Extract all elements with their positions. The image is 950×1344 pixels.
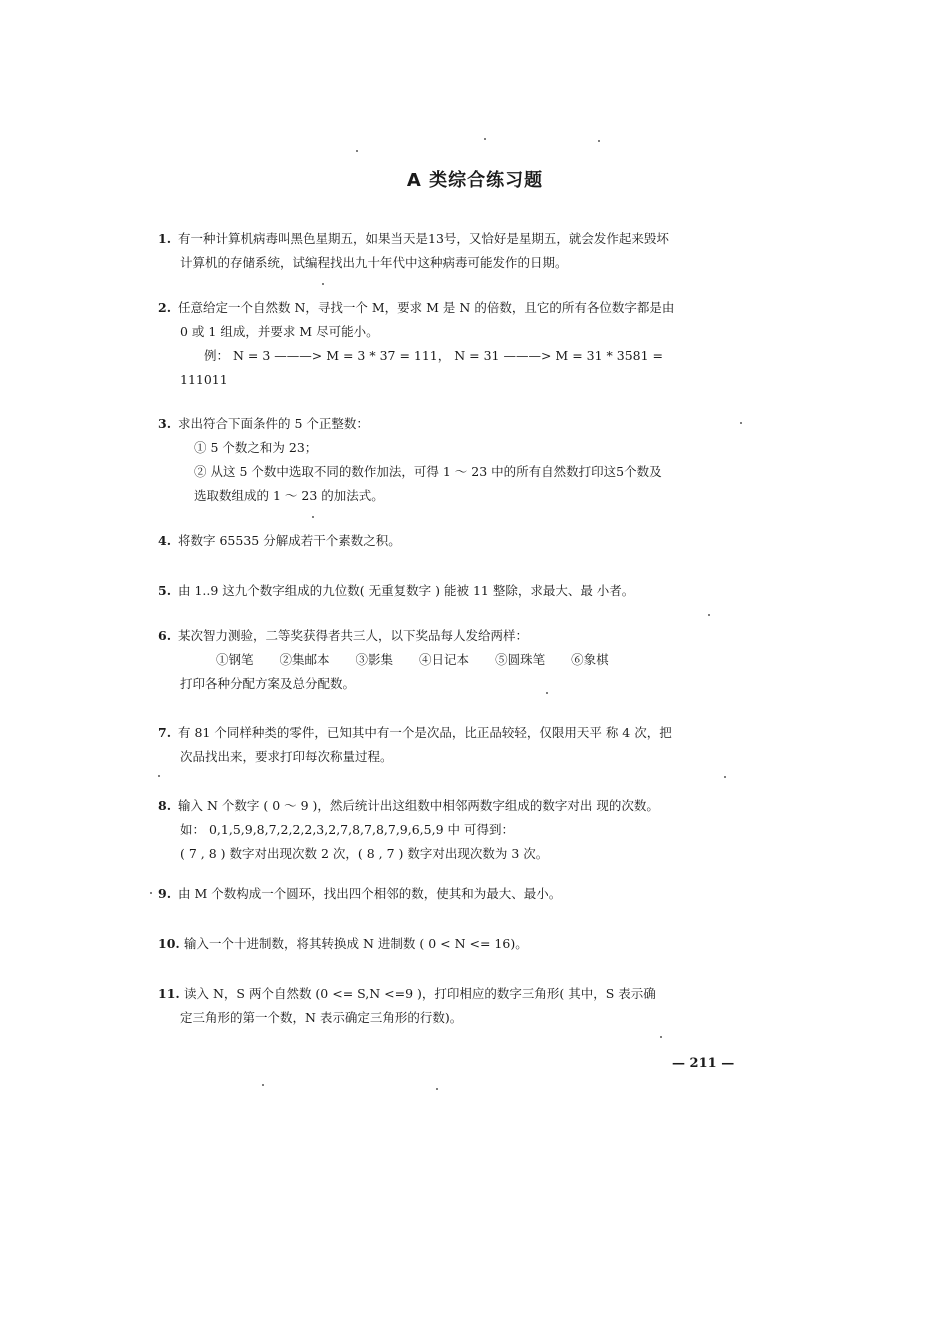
problem-text: 计算机的存储系统，试编程找出九十年代中这种病毒可能发作的日期。 xyxy=(180,255,568,270)
prize-item: ⑤圆珠笔 xyxy=(495,652,546,667)
prize-item: ④日记本 xyxy=(419,652,470,667)
prize-item: ①钢笔 xyxy=(216,652,254,667)
problem-1 xyxy=(158,227,768,275)
problem-example: 如： 0,1,5,9,8,7,2,2,2,3,2,7,8,7,8,7,9,6,5,9 中 可得到： xyxy=(180,822,514,837)
scan-speck xyxy=(708,614,710,616)
problem-text: 读入 N，S 两个自然数 (0 <= S,N <=9 )，打印相应的数字三角形( 其中，S 表示确 xyxy=(184,986,656,1001)
problem-text: 求出符合下面条件的 5 个正整数： xyxy=(178,416,369,431)
problem-7 xyxy=(158,721,768,769)
problem-11 xyxy=(158,982,768,1030)
scan-speck xyxy=(158,775,160,777)
problem-text: 0 或 1 组成，并要求 M 尽可能小。 xyxy=(180,324,379,339)
problem-3 xyxy=(158,412,768,508)
problem-10 xyxy=(158,932,768,956)
problem-text: 由 1..9 这九个数字组成的九位数( 无重复数字 ) 能被 11 整除，求最大、最 小者。 xyxy=(178,583,635,598)
problem-text: 将数字 65535 分解成若干个素数之积。 xyxy=(178,533,401,548)
problem-5 xyxy=(158,579,768,603)
problem-text: 某次智力测验，二等奖获得者共三人，以下奖品每人发给两样： xyxy=(178,628,529,643)
problem-6 xyxy=(158,624,768,696)
page-number: — 211 — xyxy=(672,1056,735,1071)
prize-list xyxy=(158,648,768,672)
problem-text: 任意给定一个自然数 N，寻找一个 M，要求 M 是 N 的倍数，且它的所有各位数字都是由 xyxy=(178,300,675,315)
scan-speck xyxy=(598,140,600,142)
problem-text: 输入一个十进制数，将其转换成 N 进制数 ( 0 < N <= 16)。 xyxy=(184,936,528,951)
problem-number: 11. xyxy=(158,986,180,1001)
condition-2-continued: 选取数组成的 1 ～ 23 的加法式。 xyxy=(194,488,384,503)
problem-2 xyxy=(158,296,768,392)
problem-number: 4. xyxy=(158,533,172,548)
problem-text: 输入 N 个数字 ( 0 ～ 9 )，然后统计出这组数中相邻两数字组成的数字对出 现的次数。 xyxy=(178,798,659,813)
problem-text: 有 81 个同样种类的零件，已知其中有一个是次品，比正品较轻，仅限用天平 称 4 次，把 xyxy=(178,725,672,740)
scan-speck xyxy=(724,776,726,778)
prize-item: ③影集 xyxy=(355,652,394,667)
problem-number: 2. xyxy=(158,300,172,315)
scan-speck xyxy=(546,692,548,694)
problem-number: 6. xyxy=(158,628,172,643)
scan-speck xyxy=(436,1088,438,1090)
problem-number: 1. xyxy=(158,231,172,246)
prize-item: ⑥象棋 xyxy=(571,652,609,667)
scan-speck xyxy=(150,892,152,894)
problem-text: 打印各种分配方案及总分配数。 xyxy=(180,676,356,691)
problem-text: 定三角形的第一个数，N 表示确定三角形的行数)。 xyxy=(180,1010,463,1025)
scan-speck xyxy=(322,283,324,285)
condition-1: ① 5 个数之和为 23； xyxy=(194,440,318,455)
problem-number: 9. xyxy=(158,886,172,901)
problem-text: 次品找出来，要求打印每次称量过程。 xyxy=(180,749,393,764)
scan-speck xyxy=(740,422,742,424)
scan-speck xyxy=(660,1036,662,1038)
scan-speck xyxy=(484,138,486,140)
condition-2: ② 从这 5 个数中选取不同的数作加法，可得 1 ～ 23 中的所有自然数打印这5个数及 xyxy=(194,464,662,479)
problem-number: 7. xyxy=(158,725,172,740)
problem-number: 8. xyxy=(158,798,172,813)
problem-4 xyxy=(158,529,768,553)
scan-speck xyxy=(356,150,358,152)
prize-item: ②集邮本 xyxy=(279,652,330,667)
problem-number: 3. xyxy=(158,416,172,431)
problem-number: 5. xyxy=(158,583,172,598)
problem-text: 由 M 个数构成一个圆环，找出四个相邻的数，使其和为最大、最小。 xyxy=(178,886,562,901)
problem-9 xyxy=(158,882,768,906)
scan-speck xyxy=(262,1084,264,1086)
page-title: A 类综合练习题 xyxy=(406,170,544,191)
problem-text: 有一种计算机病毒叫黑色星期五，如果当天是13号，又恰好是星期五，就会发作起来毁坏 xyxy=(178,231,669,246)
scan-speck xyxy=(312,516,314,518)
problem-example-continued: 111011 xyxy=(180,372,228,387)
problem-8 xyxy=(158,794,768,866)
problem-example: 例： N = 3 ———> M = 3 * 37 = 111， N = 31 ———> M = 31 * 3581 = xyxy=(204,348,663,363)
problem-example-result: ( 7 , 8 ) 数字对出现次数 2 次，( 8 , 7 ) 数字对出现次数为 3 次。 xyxy=(180,846,549,861)
problem-number: 10. xyxy=(158,936,180,951)
